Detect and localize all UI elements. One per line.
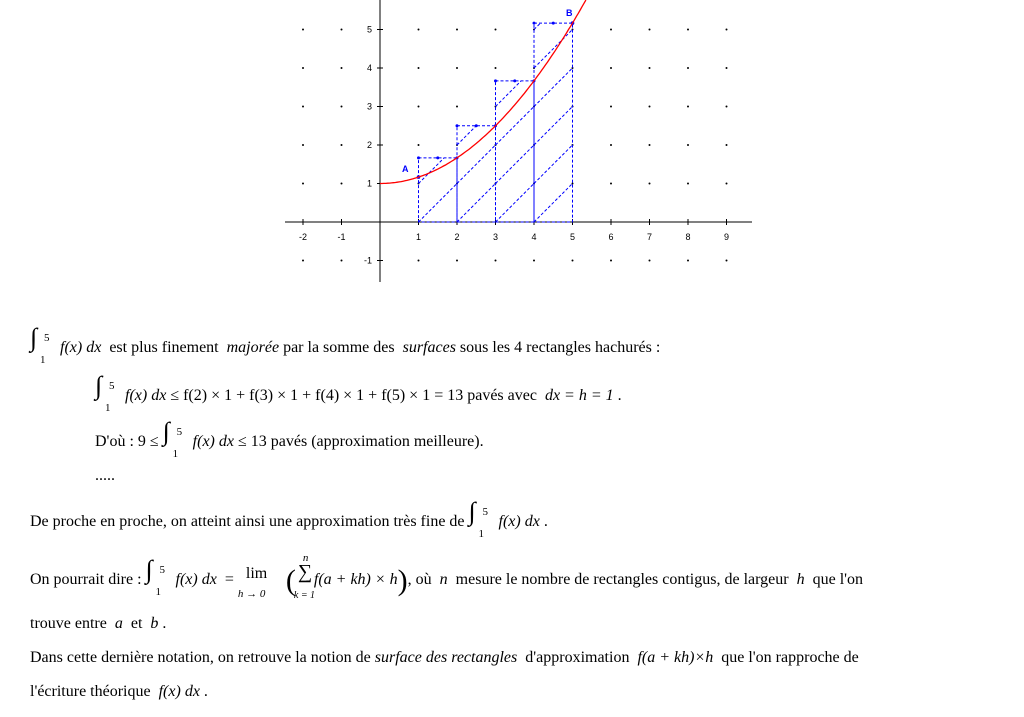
x-tick-label: 4 [531, 232, 537, 242]
hatch-line [419, 158, 445, 184]
integrand: f(x) dx [60, 339, 102, 356]
y-tick-label: 2 [366, 140, 372, 150]
grid-dot [572, 260, 574, 262]
corner-point [513, 79, 516, 82]
grid-dot [687, 183, 689, 185]
hatch-line [496, 184, 535, 223]
grid-dot [302, 144, 304, 146]
grid-dot [610, 260, 612, 262]
hatch-line [457, 145, 496, 184]
corner-point [475, 124, 478, 127]
y-tick-label: 4 [366, 63, 372, 73]
y-tick-label: -1 [363, 255, 372, 266]
integral-symbol: ∫ 5 1 [30, 323, 50, 366]
hatch-line [534, 107, 573, 146]
corner-point [456, 124, 459, 127]
x-tick-label: 1 [415, 232, 422, 242]
line-proche: De proche en proche, on atteint ainsi une approximation très fine de ∫ 5 1 f(x) dx . [30, 497, 548, 540]
hatch-line [534, 30, 573, 69]
x-tick-label: -2 [298, 232, 308, 242]
line-limit: On pourrait dire : ∫ 5 1 f(x) dx = lim h → 0 ( ∑ n k = 1 f(a + kh) × h), où n mesure le nombre de rectangles contigus, de largeur h que l'on [30, 552, 864, 601]
grid-dot [456, 260, 458, 262]
grid-dot [418, 106, 420, 108]
grid-dot [610, 106, 612, 108]
grid-dot [418, 144, 420, 146]
grid-dot [726, 260, 728, 262]
line-entre: trouve entre a et b . [30, 615, 167, 632]
x-tick-label: 5 [569, 232, 576, 242]
grid-dot [302, 106, 304, 108]
curve-f [380, 0, 586, 184]
x-tick-label: 6 [608, 232, 614, 242]
corner-point [494, 79, 497, 82]
grid-dot [726, 106, 728, 108]
integral-symbol: ∫ 5 1 [468, 497, 489, 540]
x-tick-label: 2 [454, 232, 460, 242]
grid-dot [495, 67, 497, 69]
grid-dot [456, 29, 458, 31]
x-tick-label: 9 [723, 232, 730, 242]
hatch-line [457, 126, 476, 145]
grid-dot [495, 260, 497, 262]
line-dou: D'où : 9 ≤ ∫ 5 1 f(x) dx ≤ 13 pavés (approximation meilleure). [95, 417, 484, 460]
grid-dot [687, 29, 689, 31]
riemann-graph [0, 0, 1024, 300]
x-tick-label: 7 [646, 232, 653, 242]
point-b-label: B [566, 8, 573, 18]
grid-dots [302, 29, 728, 262]
corner-point [436, 156, 439, 159]
grid-dot [649, 260, 651, 262]
hatch-line [496, 107, 535, 146]
x-tick-label: 8 [685, 232, 691, 242]
grid-dot [610, 144, 612, 146]
grid-dot [649, 106, 651, 108]
grid-dot [302, 260, 304, 262]
line-dots: ..... [95, 467, 115, 484]
hatch-line [457, 184, 496, 223]
line-ecriture: l'écriture théorique f(x) dx . [30, 683, 208, 700]
grid-dot [302, 183, 304, 185]
grid-dot [533, 260, 535, 262]
hatch-line [496, 145, 535, 184]
grid-dot [495, 29, 497, 31]
hatched-rectangles [417, 21, 575, 222]
integral-symbol: ∫ 5 1 [95, 371, 115, 414]
sigma-symbol: ∑ n k = 1 [293, 552, 316, 601]
grid-dot [610, 183, 612, 185]
line-sum: ∫ 5 1 f(x) dx ≤ f(2) × 1 + f(3) × 1 + f(4) × 1 + f(5) × 1 = 13 pavés avec dx = h = 1 . [95, 371, 622, 414]
rectangle-2 [457, 126, 496, 222]
grid-dot [418, 29, 420, 31]
grid-dot [302, 29, 304, 31]
corner-point [417, 156, 420, 159]
line-notation: Dans cette dernière notation, on retrouve la notion de surface des rectangles d'approximation f(a + kh)×h que l'on rapproche de [30, 649, 859, 666]
y-tick-label: 5 [366, 24, 372, 35]
grid-dot [456, 106, 458, 108]
grid-dot [649, 29, 651, 31]
corner-point [552, 22, 555, 25]
integral-symbol: ∫ 5 1 [162, 417, 183, 460]
x-tick-label: 3 [492, 232, 499, 242]
grid-dot [649, 183, 651, 185]
y-tick-label: 3 [366, 101, 372, 112]
grid-dot [572, 183, 574, 185]
hatch-line [534, 184, 573, 223]
grid-dot [341, 260, 343, 262]
grid-dot [726, 67, 728, 69]
grid-dot [687, 260, 689, 262]
axis-labels [299, 25, 729, 266]
hatch-line [419, 184, 458, 223]
grid-dot [341, 144, 343, 146]
line-majoree: ∫ 5 1 f(x) dx est plus finement majorée par la somme des surfaces sous les 4 rectangles hachurés : [30, 323, 661, 366]
paren-open: ( [285, 564, 296, 597]
grid-dot [687, 67, 689, 69]
grid-dot [418, 260, 420, 262]
grid-dot [726, 29, 728, 31]
point-a-label: A [402, 164, 409, 174]
grid-dot [302, 67, 304, 69]
grid-dot [649, 67, 651, 69]
grid-dot [610, 67, 612, 69]
grid-dot [687, 144, 689, 146]
grid-dot [456, 67, 458, 69]
y-tick-label: 1 [366, 178, 372, 189]
x-tick-label: -1 [337, 232, 346, 242]
grid-dot [610, 29, 612, 31]
grid-dot [726, 183, 728, 185]
grid-dot [341, 183, 343, 185]
grid-dot [726, 144, 728, 146]
corner-point [533, 22, 536, 25]
integral-symbol: ∫ 5 1 [145, 555, 166, 598]
grid-dot [341, 67, 343, 69]
limit-operator: lim h → 0 [237, 565, 268, 600]
hatch-line [534, 145, 573, 184]
paren-close: ) [397, 564, 408, 597]
grid-dot [418, 67, 420, 69]
grid-dot [649, 144, 651, 146]
grid-dot [687, 106, 689, 108]
grid-dot [341, 29, 343, 31]
grid-dot [341, 106, 343, 108]
